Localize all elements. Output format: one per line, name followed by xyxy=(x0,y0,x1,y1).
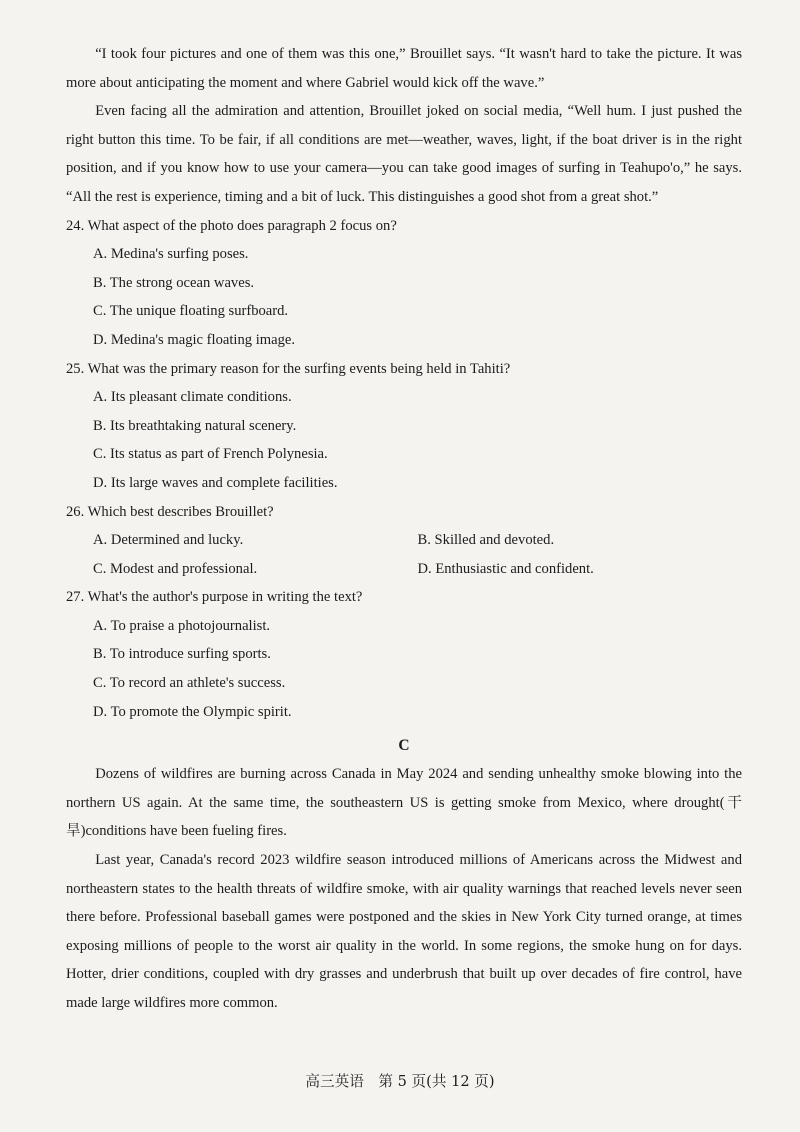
question-stem: 25. What was the primary reason for the surfing events being held in Tahiti? xyxy=(66,360,511,377)
question-25 xyxy=(66,355,742,498)
passage-c-paragraph-2: Last year, Canada's record 2023 wildfire season introduced millions of Americans across the Midwest and northeastern states to the health threats of wildfire smoke, with air quality warnings that reached levels never seen there before. Professional baseball games were postponed and the skies in New York City turned orange, at times exposing millions of people to the worst air quality in the world. In some regions, the smoke hung on for days. Hotter, drier conditions, coupled with dry grasses and underbrush that built up over decades of fire control, have made large wildfires more common. xyxy=(66,852,742,1011)
option-a: A. Determined and lucky. xyxy=(93,532,244,549)
option-c: C. To record an athlete's success. xyxy=(93,675,286,692)
option-a: A. Its pleasant climate conditions. xyxy=(93,389,292,406)
question-27 xyxy=(66,583,742,726)
passage-c-paragraph-1: Dozens of wildfires are burning across Canada in May 2024 and sending unhealthy smoke blowing into the northern US again. At the same time, the southeastern US is getting smoke from Mexico, where drought(干旱)conditions have been fueling fires. xyxy=(66,766,742,840)
question-24 xyxy=(66,212,742,355)
page-footer: 高三英语 第 5 页(共 12 页) xyxy=(305,1073,495,1090)
question-stem: 24. What aspect of the photo does paragraph 2 focus on? xyxy=(66,217,397,234)
option-b: B. Its breathtaking natural scenery. xyxy=(93,417,297,434)
option-b: B. Skilled and devoted. xyxy=(417,532,555,549)
option-c: C. The unique floating surfboard. xyxy=(93,303,289,320)
option-b: B. To introduce surfing sports. xyxy=(93,646,271,663)
option-row xyxy=(93,526,742,555)
option-row xyxy=(93,555,742,584)
option-d: D. Medina's magic floating image. xyxy=(93,331,296,348)
option-a: A. Medina's surfing poses. xyxy=(93,246,249,263)
option-c: C. Modest and professional. xyxy=(93,560,258,577)
section-c-heading: C xyxy=(398,737,410,755)
passage-b-paragraph-quote: “I took four pictures and one of them was this one,” Brouillet says. “It wasn't hard to take the picture. It was more about anticipating the moment and where Gabriel would kick off the wave.” xyxy=(66,46,742,91)
option-d: D. To promote the Olympic spirit. xyxy=(93,703,292,720)
option-a: A. To praise a photojournalist. xyxy=(93,617,271,634)
option-d: D. Its large waves and complete facilities. xyxy=(93,474,338,491)
question-stem: 27. What's the author's purpose in writing the text? xyxy=(66,589,363,606)
passage-b-paragraph-joke: Even facing all the admiration and attention, Brouillet joked on social media, “Well hum. I just pushed the right button this time. To be fair, if all conditions are met—weather, waves, light, if the boat driver is in the right position, and if you know how to use your camera—you can take good images of surfing in Teahupo'o,” he says. “All the rest is experience, timing and a bit of luck. This distinguishes a good shot from a great shot.” xyxy=(66,103,742,205)
option-b: B. The strong ocean waves. xyxy=(93,274,255,291)
option-c: C. Its status as part of French Polynesia. xyxy=(93,446,328,463)
question-26 xyxy=(66,498,742,584)
option-d: D. Enthusiastic and confident. xyxy=(417,560,594,577)
question-stem: 26. Which best describes Brouillet? xyxy=(66,503,274,520)
